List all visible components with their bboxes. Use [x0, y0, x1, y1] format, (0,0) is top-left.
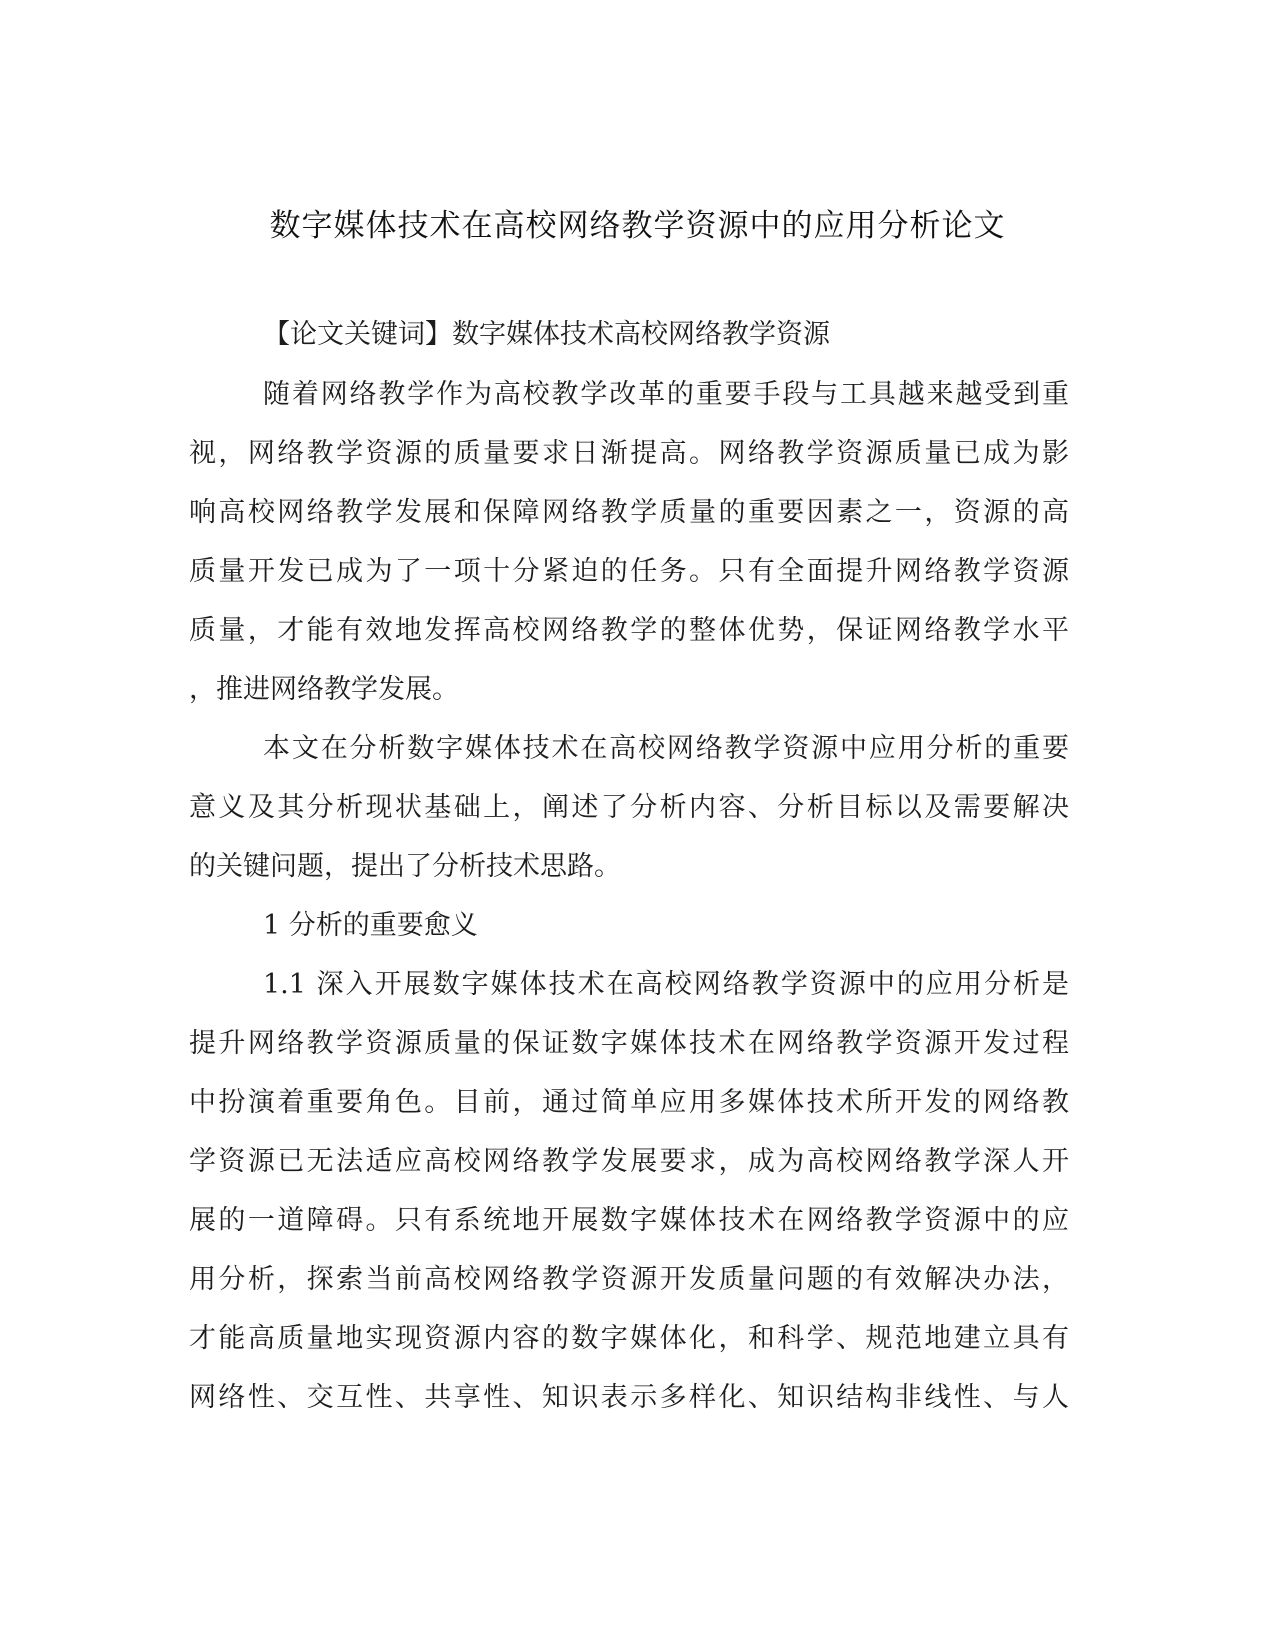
- paragraph-line: 响高校网络教学发展和保障网络教学质量的重要因素之一，资源的高: [189, 497, 1069, 528]
- paragraph-line: 随着网络教学作为高校教学改革的重要手段与工具越来越受到重: [263, 379, 1069, 410]
- paragraph-line: 的关键问题，提出了分析技术思路。: [189, 851, 621, 882]
- document-title: 数字媒体技术在高校网络教学资源中的应用分析论文: [269, 208, 1006, 244]
- paragraph-line: 用分析，探索当前高校网络教学资源开发质量问题的有效解决办法，: [189, 1264, 1069, 1295]
- paragraph-line: 视，网络教学资源的质量要求日渐提高。网络教学资源质量已成为影: [189, 438, 1069, 469]
- paragraph-line: 中扮演着重要角色。目前，通过简单应用多媒体技术所开发的网络教: [189, 1087, 1069, 1118]
- paragraph-line: ，推进网络教学发展。: [189, 674, 459, 705]
- paragraph-line: 网络性、交互性、共享性、知识表示多样化、知识结构非线性、与人: [189, 1382, 1069, 1413]
- paragraph-line: 质量开发已成为了一项十分紧迫的任务。只有全面提升网络教学资源: [189, 556, 1069, 587]
- paragraph-line: 质量，才能有效地发挥高校网络教学的整体优势，保证网络教学水平: [189, 615, 1069, 646]
- section-heading: 1 分析的重要愈义: [263, 910, 478, 941]
- paragraph-line: 本文在分析数字媒体技术在高校网络教学资源中应用分析的重要: [263, 733, 1069, 764]
- paragraph-line: 才能高质量地实现资源内容的数字媒体化，和科学、规范地建立具有: [189, 1323, 1069, 1354]
- paragraph-line: 展的一道障碍。只有系统地开展数字媒体技术在网络教学资源中的应: [189, 1205, 1069, 1236]
- paragraph-line: 意义及其分析现状基础上，阐述了分析内容、分析目标以及需要解决: [189, 792, 1069, 823]
- paragraph-line: 1.1 深入开展数字媒体技术在高校网络教学资源中的应用分析是: [263, 969, 1069, 1000]
- paragraph-line: 学资源已无法适应高校网络教学发展要求，成为高校网络教学深人开: [189, 1146, 1069, 1177]
- paragraph-line: 提升网络教学资源质量的保证数字媒体技术在网络教学资源开发过程: [189, 1028, 1069, 1059]
- keywords-line: 【论文关键词】数字媒体技术高校网络教学资源: [263, 319, 830, 350]
